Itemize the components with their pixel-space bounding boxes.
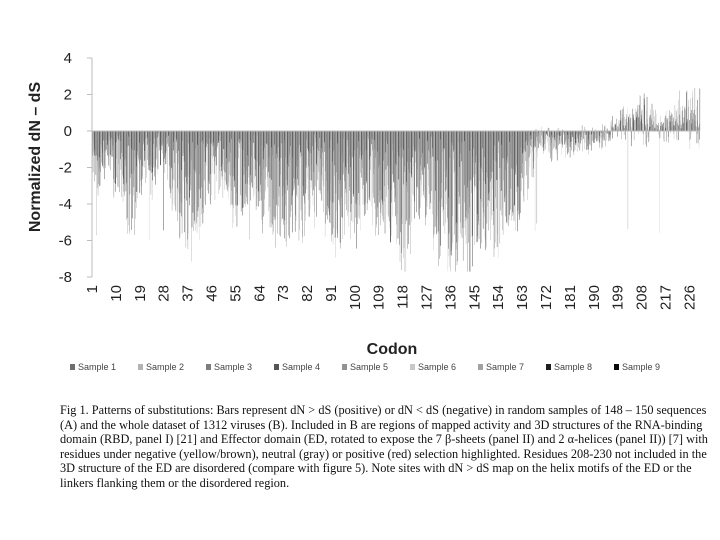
x-tick-label: 100	[346, 285, 364, 311]
legend-label: Sample 5	[350, 362, 389, 372]
x-tick-label: 109	[370, 285, 388, 311]
y-tick-labels	[59, 50, 72, 286]
x-tick-label: 82	[299, 285, 317, 302]
legend-label: Sample 1	[78, 362, 117, 372]
legend-swatch	[410, 364, 415, 370]
y-tick-label: -4	[58, 196, 72, 213]
legend-swatch	[274, 364, 279, 370]
x-tick-label: 208	[633, 285, 651, 311]
x-tick-label: 46	[203, 285, 221, 302]
x-tick-label: 172	[538, 285, 556, 311]
x-tick-label: 55	[227, 285, 245, 302]
x-tick-label: 154	[490, 285, 508, 311]
legend	[70, 362, 660, 372]
legend-swatch	[614, 364, 619, 370]
y-axis-label: Normalized dN – dS	[27, 81, 44, 233]
legend-swatch	[206, 364, 211, 370]
x-tick-label: 19	[131, 285, 149, 302]
x-tick-label: 64	[251, 285, 269, 302]
x-tick-label: 217	[657, 285, 675, 311]
x-tick-label: 136	[442, 285, 460, 311]
y-tick-label: -2	[58, 159, 72, 177]
y-axis-ticks	[87, 58, 92, 277]
y-tick-label: 0	[63, 123, 72, 140]
legend-swatch	[138, 364, 143, 370]
legend-label: Sample 8	[554, 362, 593, 372]
y-tick-label: -8	[58, 269, 72, 286]
x-tick-label: 28	[155, 285, 173, 302]
legend-swatch	[478, 364, 483, 370]
x-tick-label: 190	[585, 285, 603, 311]
legend-label: Sample 6	[418, 362, 457, 372]
legend-label: Sample 9	[622, 362, 661, 372]
figure-caption: Fig 1. Patterns of substitutions: Bars represent dN > dS (positive) or dN < dS (negative) in random samples of 148 – 150 sequences (A) and the whole dataset of 1312 viruses (B). Included in B are regions of mapped activity and 3D structures of the RNA-binding domain (RBD, panel I) [21] and Effector domain (ED, rotated to expose the 7 β-sheets (panel II) and 2 α-helices (panel II)) [7] with residues under negative (yellow/brown), neutral (gray) or positive (red) selection highlighted. Residues 208-230 not included in the 3D structure of the ED are disordered (compare with figure 5). Note sites with dN > dS map on the helix motifs of the ED or the linkers flanking them or the disordered region.	[60, 403, 708, 490]
x-axis-label: Codon	[366, 341, 418, 358]
x-tick-label: 73	[275, 285, 293, 302]
legend-swatch	[546, 364, 551, 370]
x-tick-label: 37	[179, 285, 197, 302]
x-tick-label: 163	[514, 285, 532, 311]
bars-group	[92, 88, 700, 272]
legend-swatch	[342, 364, 347, 370]
x-tick-label: 118	[394, 285, 412, 309]
y-tick-label: 4	[63, 50, 72, 67]
x-tick-label: 10	[107, 285, 125, 302]
x-tick-label: 226	[681, 285, 699, 311]
legend-label: Sample 2	[146, 362, 185, 372]
y-tick-label: 2	[63, 86, 72, 104]
x-tick-label: 199	[609, 285, 627, 311]
x-tick-label: 1	[84, 285, 101, 294]
x-tick-label: 127	[418, 285, 436, 311]
x-tick-label: 91	[322, 285, 340, 302]
legend-label: Sample 7	[486, 362, 525, 372]
legend-label: Sample 3	[214, 362, 253, 372]
legend-label: Sample 4	[282, 362, 321, 372]
y-tick-label: -6	[58, 232, 72, 250]
x-tick-label: 181	[561, 285, 579, 311]
legend-swatch	[70, 364, 75, 370]
x-tick-labels	[84, 285, 698, 310]
x-tick-label: 145	[466, 285, 484, 311]
